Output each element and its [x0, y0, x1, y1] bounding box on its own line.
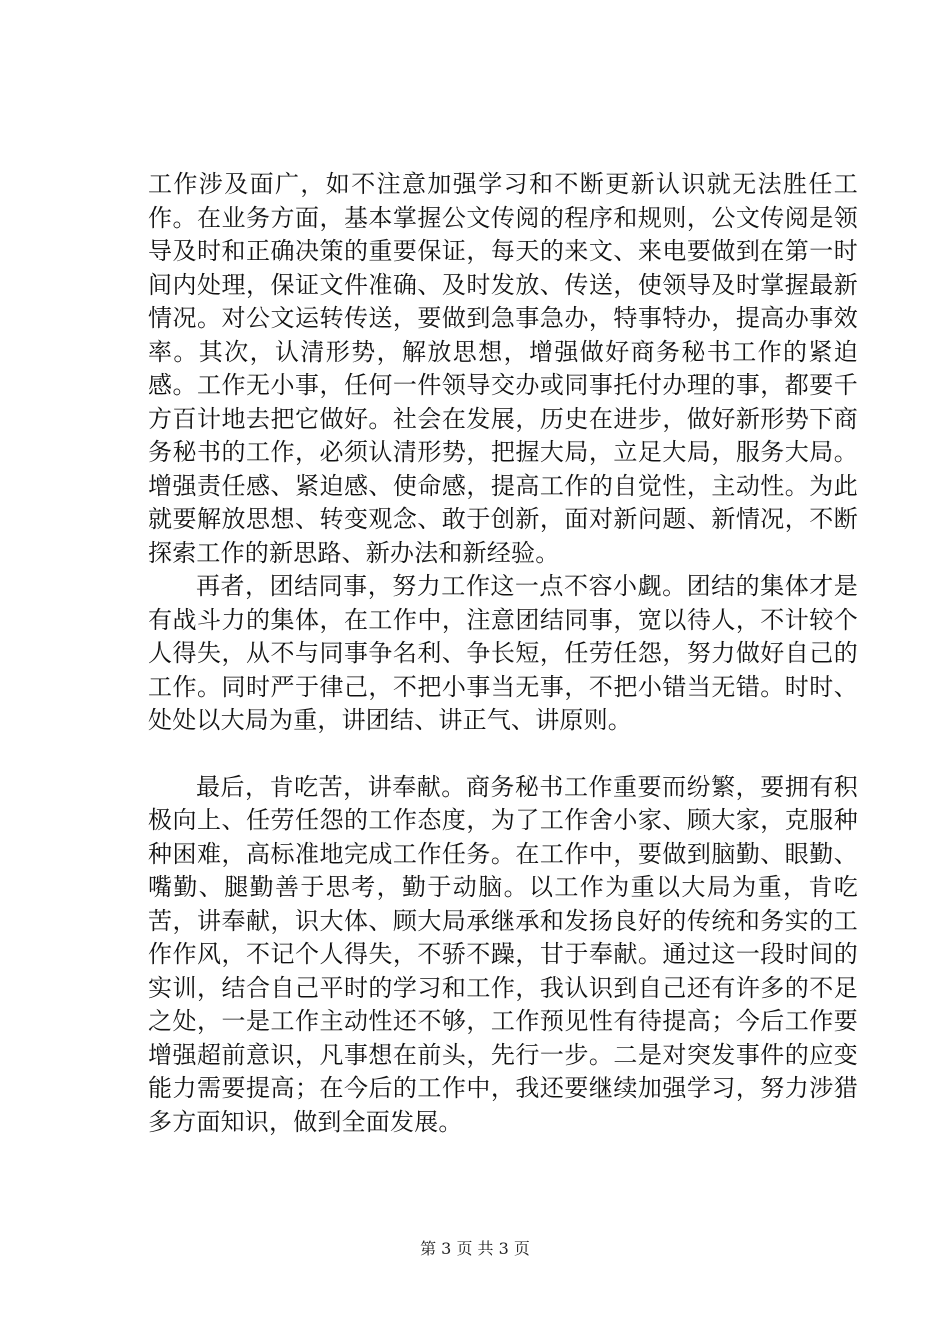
page-footer: 第 3 页 共 3 页 — [420, 1239, 530, 1258]
document-body — [148, 168, 858, 1139]
paragraph-2: 再者，团结同事，努力工作这一点不容小觑。团结的集体才是有战斗力的集体，在工作中，注意团结同事，宽以待人，不计较个人得失，从不与同事争名利、争长短，任劳任怨，努力做好自己的工作。同时严于律己，不把小事当无事，不把小错当无错。时时、处处以大局为重，讲团结、讲正气、讲原则。 — [148, 572, 858, 734]
paragraph-1: 工作涉及面广，如不注意加强学习和不断更新认识就无法胜任工作。在业务方面，基本掌握公文传阅的程序和规则，公文传阅是领导及时和正确决策的重要保证，每天的来文、来电要做到在第一时间内处理，保证文件准确、及时发放、传送，使领导及时掌握最新情况。对公文运转传送，要做到急事急办，特事特办，提高办事效率。其次，认清形势，解放思想，增强做好商务秘书工作的紧迫感。工作无小事，任何一件领导交办或同事托付办理的事，都要千方百计地去把它做好。社会在发展，历史在进步，做好新形势下商务秘书的工作，必须认清形势，把握大局，立足大局，服务大局。增强责任感、紧迫感、使命感，提高工作的自觉性，主动性。为此就要解放思想、转变观念、敢于创新，面对新问题、新情况，不断探索工作的新思路、新办法和新经验。 — [148, 170, 858, 567]
paragraph-3: 最后，肯吃苦，讲奉献。商务秘书工作重要而纷繁，要拥有积极向上、任劳任怨的工作态度，为了工作舍小家、顾大家，克服种种困难，高标准地完成工作任务。在工作中，要做到脑勤、眼勤、嘴勤、腿勤善于思考，勤于动脑。以工作为重以大局为重，肯吃苦，讲奉献，识大体、顾大局承继承和发扬良好的传统和务实的工作作风，不记个人得失，不骄不躁，甘于奉献。通过这一段时间的实训，结合自己平时的学习和工作，我认识到自己还有许多的不足之处，一是工作主动性还不够，工作预见性有待提高；今后工作要增强超前意识，凡事想在前头，先行一步。二是对突发事件的应变能力需要提高；在今后的工作中，我还要继续加强学习，努力涉猎多方面知识，做到全面发展。 — [148, 772, 858, 1136]
